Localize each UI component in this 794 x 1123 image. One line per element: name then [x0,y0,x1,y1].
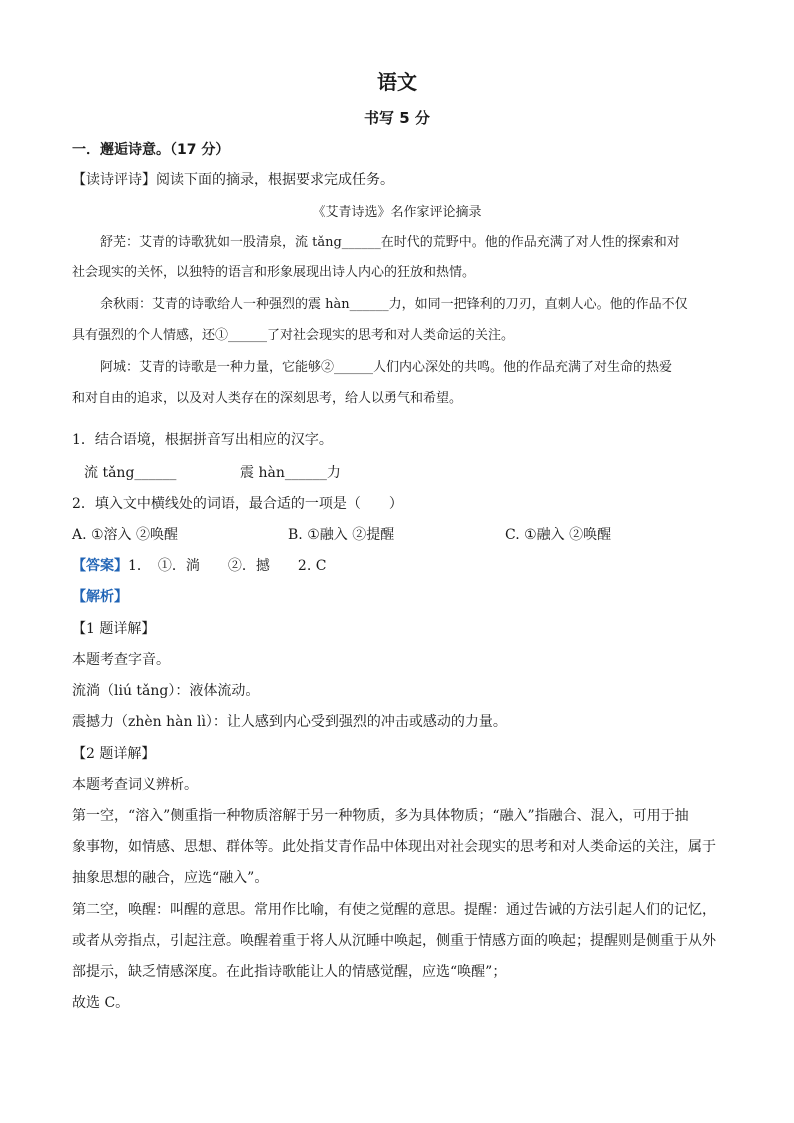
task-instruction: 【读诗评诗】阅读下面的摘录，根据要求完成任务。 [72,172,394,188]
page-title: 语文 [377,70,417,94]
q2-explanation-4: 第二空，唤醒：叫醒的意思。常用作比喻，有使之觉醒的意思。提醒：通过告诫的方法引起人们的记忆， [72,902,716,918]
option-a: A. ①溶入 ②唤醒 [72,527,179,543]
q2-explanation-6: 部提示，缺乏情感深度。在此指诗歌能让人的情感觉醒，应选“唤醒”； [72,964,507,980]
question-1-blank-b: 震 hàn______力 [240,465,341,481]
analysis-label: 【解析】 [72,589,128,605]
excerpt-paragraph-1-line-1: 舒芜：艾青的诗歌犹如一股清泉，流 tǎng______在时代的荒野中。他的作品充满了对人性的探索和对 [100,235,680,250]
answer-label: 【答案】 [72,558,128,574]
q1-detail-heading: 【1 题详解】 [72,621,156,637]
q1-topic: 本题考查字音。 [72,652,170,668]
answer-content: 1． ①．淌 ②．撼 2. C [128,558,327,574]
option-c: C. ①融入 ②唤醒 [505,527,612,543]
excerpt-paragraph-3-line-1: 阿城：艾青的诗歌是一种力量，它能够②______人们内心深处的共鸣。他的作品充满了对生命的热爱 [100,360,673,375]
section-heading: 一．邂逅诗意。（17 分） [72,142,230,158]
question-2: 2．填入文中横线处的词语，最合适的一项是（ ） [72,496,403,512]
page-subtitle: 书写 5 分 [364,109,430,127]
q2-conclusion: 故选 C。 [72,995,130,1011]
q2-explanation-3: 抽象思想的融合，应选“融入”。 [72,870,269,886]
question-1: 1．结合语境，根据拼音写出相应的汉字。 [72,432,333,448]
excerpt-paragraph-2-line-1: 余秋雨：艾青的诗歌给人一种强烈的震 hàn______力，如同一把锋利的刀刃，直刺人心。他的作品不仅 [100,297,688,312]
q1-explanation-1: 流淌（liú tǎng）：液体流动。 [72,683,260,699]
excerpt-paragraph-2-line-2: 具有强烈的个人情感，还①______了对社会现实的思考和对人类命运的关注。 [72,328,515,343]
question-1-blank-a: 流 tǎng______ [84,465,177,481]
q2-explanation-5: 或者从旁指点，引起注意。唤醒着重于将人从沉睡中唤起，侧重于情感方面的唤起；提醒则是侧重于从外 [72,933,716,949]
q2-detail-heading: 【2 题详解】 [72,746,156,762]
q1-explanation-2: 震撼力（zhèn hàn lì）：让人感到内心受到强烈的冲击或感动的力量。 [72,714,507,730]
excerpt-title: 《艾青诗选》名作家评论摘录 [312,205,482,220]
answer-row [72,556,326,576]
excerpt-paragraph-3-line-2: 和对自由的追求，以及对人类存在的深刻思考，给人以勇气和希望。 [72,391,463,406]
q2-explanation-1: 第一空，“溶入”侧重指一种物质溶解于另一种物质，多为具体物质；“融入”指融合、混入，可用于抽 [72,808,689,824]
q2-topic: 本题考查词义辨析。 [72,777,198,793]
q2-explanation-2: 象事物，如情感、思想、群体等。此处指艾青作品中体现出对社会现实的思考和对人类命运的关注，属于 [72,839,716,855]
option-b: B. ①融入 ②提醒 [288,527,395,543]
excerpt-paragraph-1-line-2: 社会现实的关怀，以独特的语言和形象展现出诗人内心的狂放和热情。 [72,265,476,280]
